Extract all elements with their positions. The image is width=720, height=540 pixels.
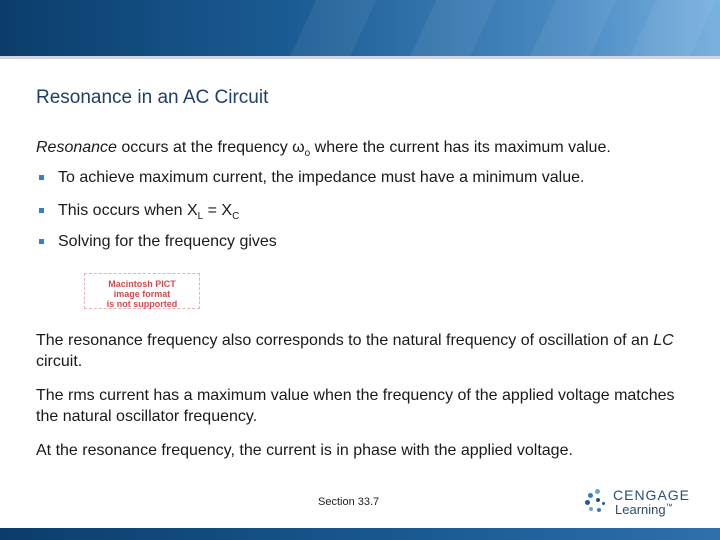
footer-section-label: Section 33.7 (318, 496, 380, 508)
intro-tail: where the current has its maximum value. (310, 139, 611, 156)
unsupported-image-placeholder (84, 273, 200, 309)
para1-b: circuit. (36, 353, 83, 370)
intro-term: Resonance (36, 139, 117, 156)
placeholder-line-3: is not supported (106, 299, 178, 309)
omega-subscript: o (304, 148, 311, 160)
bullet-1 (58, 167, 584, 188)
header-banner (0, 0, 720, 56)
banner-rule (0, 56, 720, 59)
placeholder-line-2: image format (113, 289, 171, 299)
paragraph-phase: At the resonance frequency, the current is in phase with the applied voltage. (36, 442, 573, 459)
logo-text-learning (615, 502, 673, 517)
para1-em: LC (653, 332, 674, 349)
cengage-dots-icon (585, 489, 609, 513)
footer-bar (0, 528, 720, 540)
bullet-2-text: This occurs when X (58, 202, 198, 219)
paragraph-lc (36, 330, 696, 372)
logo-learning-word: Learning (615, 502, 666, 517)
cengage-logo (585, 486, 695, 518)
bullet-2-mid: = X (203, 202, 233, 219)
bullet-2 (58, 200, 239, 227)
intro-paragraph (36, 137, 696, 164)
bullet-1-text: To achieve maximum current, the impedance must have a minimum value. (58, 169, 585, 186)
subscript-C: C (232, 211, 240, 223)
logo-text-cengage: CENGAGE (613, 487, 691, 503)
para1-a: The resonance frequency also corresponds to the natural frequency of oscillation of an (36, 332, 654, 349)
intro-rest: occurs at the frequency ω (116, 139, 305, 156)
bullet-3 (58, 231, 277, 252)
slide-title: Resonance in an AC Circuit (36, 87, 269, 108)
subscript-L: L (197, 211, 204, 223)
bullet-3-text: Solving for the frequency gives (58, 233, 277, 250)
paragraph-rms: The rms current has a maximum value when the frequency of the applied voltage matches the natural oscillator frequency. (36, 387, 675, 425)
placeholder-line-1: Macintosh PICT (108, 279, 176, 289)
logo-trademark: ™ (665, 503, 673, 511)
